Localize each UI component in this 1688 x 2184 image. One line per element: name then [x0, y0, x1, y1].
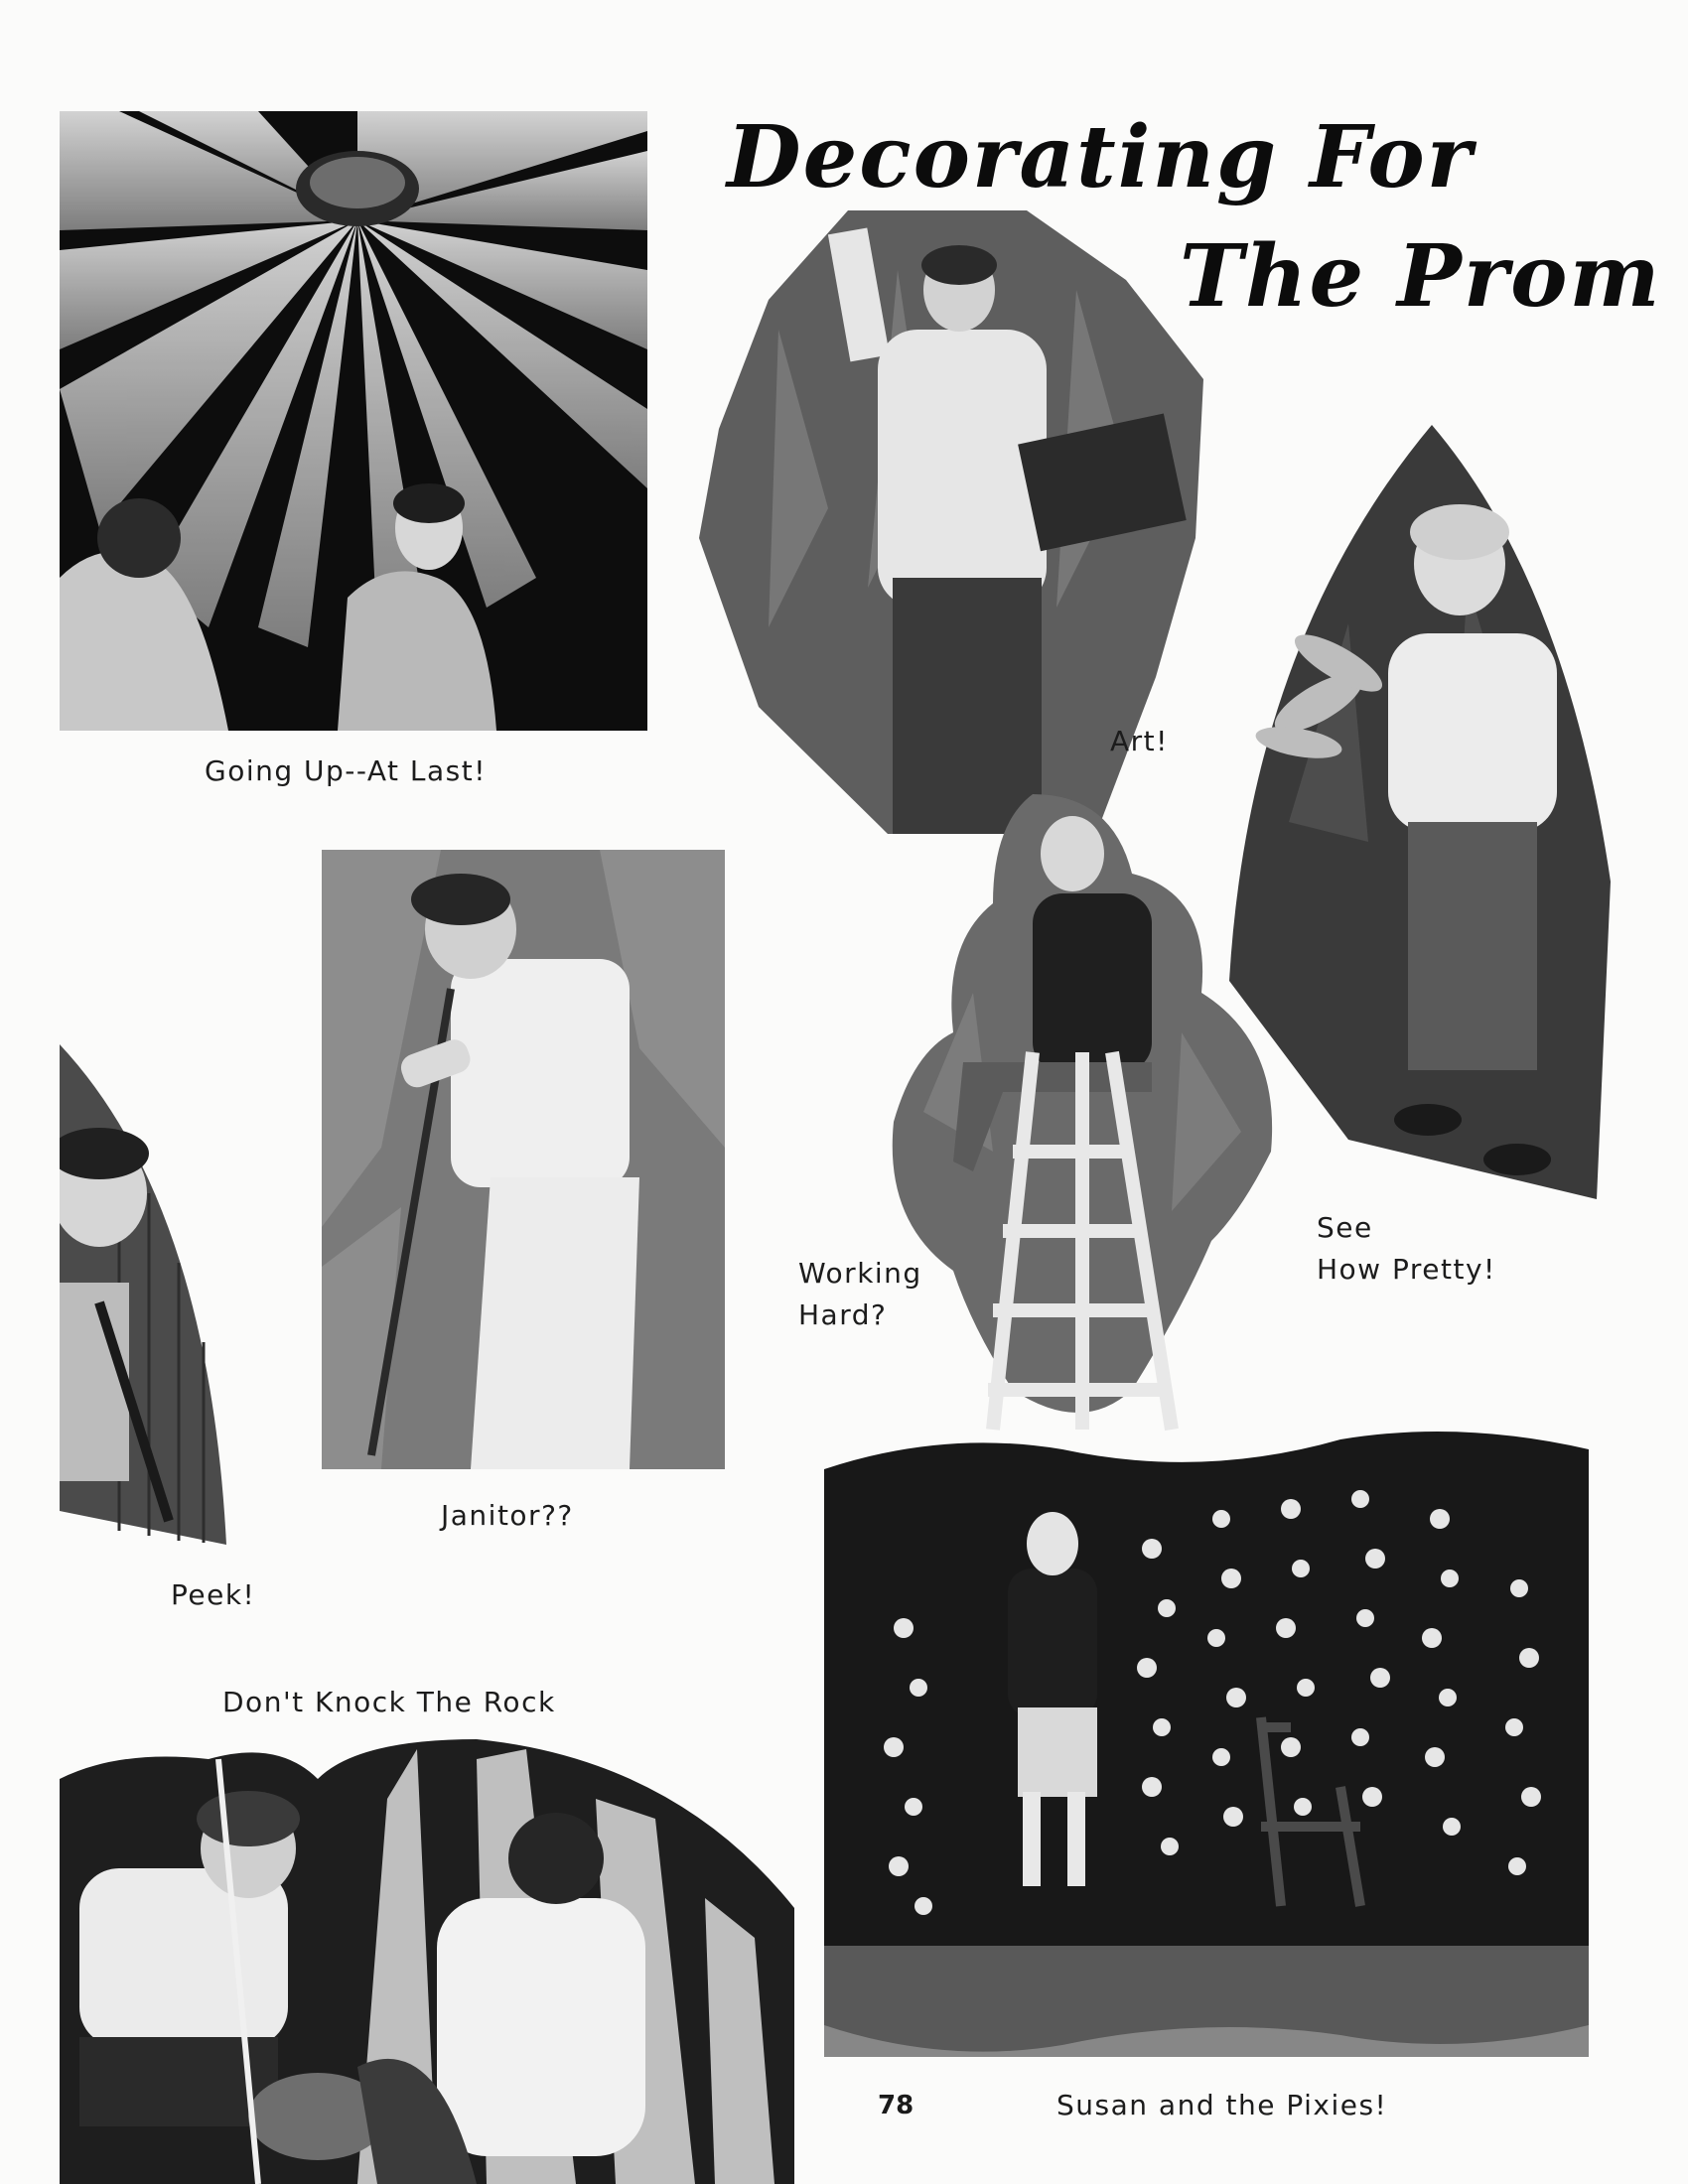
photo-rock-knockers	[60, 1739, 794, 2184]
caption-dont-knock-the-rock: Don't Knock The Rock	[222, 1686, 556, 1718]
caption-working-hard: Working Hard?	[798, 1257, 922, 1331]
caption-art: Art!	[1110, 725, 1169, 757]
caption-going-up: Going Up--At Last!	[205, 754, 487, 787]
caption-peek: Peek!	[171, 1578, 256, 1611]
page-title-line-1: Decorating For	[727, 107, 1475, 207]
photo-janitor	[322, 850, 725, 1469]
photo-peek	[60, 1044, 228, 1545]
caption-susan-and-pixies: Susan and the Pixies!	[1056, 2089, 1388, 2121]
caption-janitor: Janitor??	[441, 1499, 574, 1532]
page-title-line-2: The Prom	[1180, 226, 1662, 327]
photo-canopy-going-up	[60, 111, 647, 731]
photo-susan-and-pixies	[824, 1430, 1589, 2057]
photo-boy-on-ladder	[884, 794, 1281, 1435]
page-number: 78	[878, 2091, 914, 2120]
caption-see-how-pretty: See How Pretty!	[1317, 1211, 1496, 1286]
photo-girl-with-flowers	[1229, 425, 1611, 1199]
